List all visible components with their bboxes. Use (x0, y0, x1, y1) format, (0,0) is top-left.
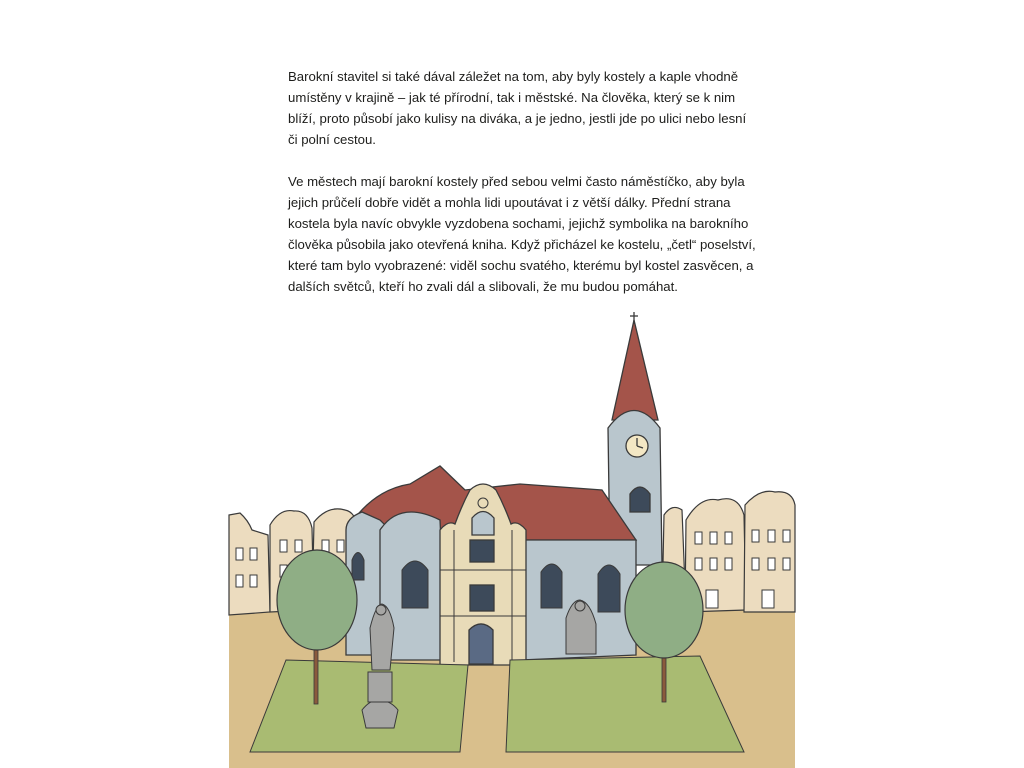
paragraph-2: Ve městech mají barokní kostely před sebou velmi často náměstíčko, aby byla jejich průčelí dobře vidět a mohla lidi upoutávat i z větší dálky. Přední strana kostela byla navíc obvykle vyzdobena sochami, jejichž symbolika na barokního člověka působila jako otevřená kniha. Když přicházel ke kostelu, „četl“ poselství, které tam bylo vyobrazené: viděl sochu svatého, kterému byl kostel zasvěcen, a dalších světců, kteří ho zvali dál a slibovali, že mu budou pomáhat. (288, 174, 756, 294)
paragraph-1: Barokní stavitel si také dával záležet na tom, aby byly kostely a kaple vhodně umístěny v krajině – jak té přírodní, tak i městské. Na člověka, který se k nim blíží, proto působí jako kulisy na diváka, a je jedno, jestli jde po ulici nebo lesní či polní cestou. (288, 69, 747, 147)
